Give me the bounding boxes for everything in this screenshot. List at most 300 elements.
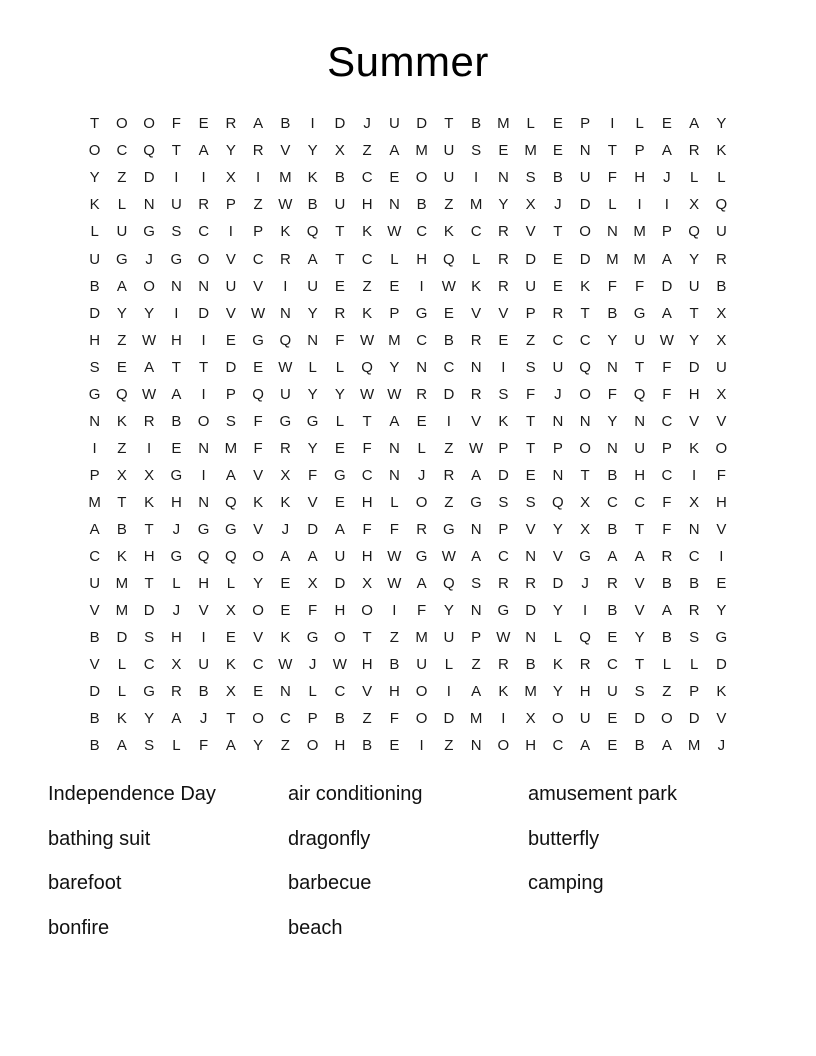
grid-cell: I xyxy=(201,169,206,187)
grid-cell: Z xyxy=(444,493,454,511)
grid-cell: A xyxy=(334,521,345,538)
grid-cell: P xyxy=(471,629,482,647)
grid-cell: D xyxy=(143,169,155,187)
grid-cell: T xyxy=(526,439,536,457)
grid-cell: V xyxy=(225,304,236,322)
grid-cell: I xyxy=(446,412,451,430)
grid-cell: F xyxy=(635,277,645,295)
grid-cell: A xyxy=(607,548,618,566)
grid-cell: C xyxy=(552,737,564,755)
grid-cell: U xyxy=(89,250,101,268)
grid-cell: J xyxy=(281,521,290,538)
grid-cell: U xyxy=(634,331,646,349)
grid-cell: H xyxy=(361,656,373,674)
grid-cell: Y xyxy=(253,575,264,593)
grid-cell: O xyxy=(197,412,210,430)
grid-cell: S xyxy=(471,575,482,593)
grid-cell: S xyxy=(89,358,100,376)
grid-cell: E xyxy=(334,493,345,511)
grid-cell: T xyxy=(444,115,454,133)
grid-cell: E xyxy=(552,115,563,133)
grid-cell: O xyxy=(497,737,510,755)
grid-cell: S xyxy=(171,223,182,241)
grid-cell: Y xyxy=(689,250,700,268)
grid-cell: I xyxy=(201,331,206,349)
grid-cell: M xyxy=(497,115,510,133)
grid-cell: S xyxy=(525,169,536,187)
grid-cell: E xyxy=(280,602,291,620)
grid-cell: P xyxy=(661,223,672,241)
grid-cell: N xyxy=(143,196,155,214)
grid-cell: X xyxy=(225,169,236,187)
grid-cell: D xyxy=(89,683,101,701)
grid-cell: A xyxy=(116,737,127,755)
grid-cell: L xyxy=(308,358,317,376)
grid-cell: Q xyxy=(306,223,319,241)
grid-cell: O xyxy=(415,683,428,701)
grid-cell: J xyxy=(663,169,671,187)
grid-cell: F xyxy=(607,169,617,187)
grid-cell: C xyxy=(497,548,509,566)
grid-cell: D xyxy=(688,710,700,728)
grid-cell: V xyxy=(198,602,209,620)
grid-cell: R xyxy=(497,656,509,674)
grid-cell: U xyxy=(334,196,346,214)
grid-cell: V xyxy=(634,602,645,620)
grid-cell: L xyxy=(689,656,699,674)
grid-row xyxy=(81,651,735,678)
grid-cell: Y xyxy=(307,439,318,457)
grid-cell: L xyxy=(662,656,672,674)
grid-cell: C xyxy=(661,412,673,430)
grid-cell: V xyxy=(525,223,536,241)
grid-cell: U xyxy=(198,656,210,674)
grid-cell: U xyxy=(116,223,128,241)
grid-cell: I xyxy=(201,466,206,484)
grid-cell: N xyxy=(688,521,700,538)
grid-cell: I xyxy=(228,223,233,241)
grid-cell: A xyxy=(580,737,591,755)
grid-cell: J xyxy=(554,196,562,214)
grid-cell: Z xyxy=(526,331,536,349)
grid-cell: K xyxy=(116,548,127,566)
grid-cell: I xyxy=(392,602,397,620)
grid-cell: Q xyxy=(225,548,237,566)
grid-cell: F xyxy=(199,737,209,755)
grid-cell: T xyxy=(580,304,590,322)
grid-cell: B xyxy=(661,629,672,647)
grid-cell: K xyxy=(89,196,100,214)
grid-cell: G xyxy=(579,548,591,566)
grid-cell: S xyxy=(525,493,536,511)
grid-cell: T xyxy=(689,304,699,322)
grid-cell: S xyxy=(634,683,645,701)
grid-cell: T xyxy=(607,142,617,160)
grid-cell: W xyxy=(441,277,456,295)
grid-cell: A xyxy=(389,142,400,160)
grid-cell: Y xyxy=(498,196,509,214)
grid-cell: B xyxy=(607,466,618,484)
grid-cell: R xyxy=(688,142,700,160)
grid-cell: W xyxy=(496,629,511,647)
grid-cell: A xyxy=(307,548,318,566)
grid-cell: R xyxy=(279,250,291,268)
grid-cell: R xyxy=(688,602,700,620)
grid-cell: R xyxy=(497,575,509,593)
grid-cell: D xyxy=(525,602,537,620)
grid-cell: K xyxy=(498,412,509,430)
grid-cell: F xyxy=(662,493,672,511)
grid-cell: X xyxy=(525,196,536,214)
grid-cell: K xyxy=(362,304,373,322)
grid-cell: G xyxy=(715,629,728,647)
grid-cell: M xyxy=(224,439,238,457)
grid-cell: D xyxy=(307,521,319,538)
grid-cell: F xyxy=(662,385,672,403)
grid-cell: B xyxy=(198,683,209,701)
grid-cell: Z xyxy=(444,196,454,214)
grid-cell: X xyxy=(580,493,591,511)
grid-cell: O xyxy=(361,602,373,620)
grid-cell: Z xyxy=(471,656,481,674)
grid-cell: Y xyxy=(689,331,700,349)
grid-cell: U xyxy=(688,277,700,295)
grid-cell: L xyxy=(226,575,236,593)
grid-cell: C xyxy=(416,223,428,241)
grid-cell: I xyxy=(92,439,97,457)
grid-cell: F xyxy=(362,439,372,457)
grid-cell: D xyxy=(552,575,564,593)
grid-cell: C xyxy=(361,169,373,187)
grid-cell: B xyxy=(661,575,672,593)
grid-cell: Y xyxy=(552,602,563,620)
grid-cell: U xyxy=(634,439,646,457)
grid-cell: U xyxy=(579,169,591,187)
grid-cell: R xyxy=(715,250,727,268)
grid-cell: V xyxy=(689,412,700,430)
grid-row xyxy=(81,191,735,218)
grid-cell: I xyxy=(419,277,424,295)
grid-cell: C xyxy=(143,656,155,674)
word-list-item: Independence Day xyxy=(48,783,216,805)
grid-cell: O xyxy=(552,710,564,728)
grid-cell: I xyxy=(446,683,451,701)
grid-cell: Z xyxy=(362,142,372,160)
grid-cell: K xyxy=(580,277,591,295)
grid-cell: Y xyxy=(607,412,618,430)
grid-cell: L xyxy=(117,683,127,701)
grid-cell: N xyxy=(579,142,591,160)
grid-cell: D xyxy=(143,602,155,620)
grid-cell: B xyxy=(362,737,373,755)
grid-cell: L xyxy=(390,493,399,511)
grid-row xyxy=(81,705,735,732)
grid-cell: R xyxy=(279,439,291,457)
grid-cell: M xyxy=(388,331,401,349)
grid-cell: E xyxy=(607,710,618,728)
grid-cell: F xyxy=(253,439,263,457)
grid-cell: K xyxy=(362,223,373,241)
grid-cell: L xyxy=(608,196,617,214)
grid-cell: K xyxy=(716,142,727,160)
grid-row xyxy=(81,678,735,705)
grid-cell: T xyxy=(635,656,645,674)
grid-cell: N xyxy=(606,358,618,376)
grid-cell: D xyxy=(497,466,509,484)
grid-cell: E xyxy=(225,331,236,349)
grid-cell: R xyxy=(606,575,618,593)
grid-cell: O xyxy=(88,142,101,160)
grid-cell: H xyxy=(416,250,428,268)
grid-cell: T xyxy=(526,412,536,430)
grid-cell: E xyxy=(225,629,236,647)
word-list-column xyxy=(528,781,768,959)
grid-row xyxy=(81,137,735,164)
grid-cell: T xyxy=(362,629,372,647)
word-list-item: barbecue xyxy=(288,872,372,894)
grid-cell: O xyxy=(252,602,264,620)
grid-cell: J xyxy=(199,710,208,728)
word-list-item: air conditioning xyxy=(288,783,423,805)
grid-cell: E xyxy=(498,331,509,349)
grid-cell: T xyxy=(635,358,645,376)
grid-cell: B xyxy=(389,656,400,674)
grid-cell: B xyxy=(334,169,345,187)
grid-cell: H xyxy=(89,331,101,349)
grid-cell: N xyxy=(470,602,482,620)
grid-cell: G xyxy=(225,521,237,538)
grid-cell: T xyxy=(144,575,154,593)
grid-cell: W xyxy=(387,575,402,593)
grid-cell: D xyxy=(443,385,455,403)
grid-cell: U xyxy=(443,169,455,187)
grid-cell: B xyxy=(716,277,727,295)
grid-cell: Y xyxy=(716,115,727,133)
grid-cell: E xyxy=(389,277,400,295)
grid-cell: C xyxy=(606,656,618,674)
grid-cell: Q xyxy=(552,493,564,511)
grid-cell: R xyxy=(170,683,182,701)
grid-cell: B xyxy=(607,521,618,538)
grid-cell: O xyxy=(579,223,591,241)
grid-cell: G xyxy=(170,250,183,268)
grid-cell: A xyxy=(471,466,482,484)
grid-cell: B xyxy=(416,196,427,214)
grid-cell: U xyxy=(443,629,455,647)
word-list xyxy=(48,781,768,959)
grid-cell: Q xyxy=(443,575,455,593)
grid-cell: E xyxy=(607,737,618,755)
grid-cell: S xyxy=(689,629,700,647)
grid-cell: Y xyxy=(334,385,345,403)
grid-cell: N xyxy=(198,493,210,511)
grid-cell: F xyxy=(607,385,617,403)
grid-cell: E xyxy=(443,304,454,322)
grid-cell: I xyxy=(501,358,506,376)
grid-cell: Q xyxy=(279,331,292,349)
grid-cell: R xyxy=(252,142,264,160)
grid-cell: Q xyxy=(688,223,700,241)
grid-cell: W xyxy=(142,331,157,349)
grid-cell: A xyxy=(116,277,127,295)
grid-cell: M xyxy=(687,737,701,755)
grid-cell: A xyxy=(661,602,672,620)
grid-cell: K xyxy=(716,683,727,701)
grid-cell: H xyxy=(388,683,400,701)
grid-cell: A xyxy=(225,737,236,755)
grid-cell: I xyxy=(637,196,642,214)
grid-cell: M xyxy=(88,493,101,511)
word-list-column xyxy=(288,781,528,959)
grid-cell: U xyxy=(606,683,618,701)
word-list-column xyxy=(48,781,288,959)
grid-cell: O xyxy=(143,115,155,133)
word-list-item: camping xyxy=(528,872,604,894)
grid-cell: J xyxy=(308,656,317,674)
grid-cell: B xyxy=(607,602,618,620)
grid-cell: E xyxy=(552,277,563,295)
grid-cell: E xyxy=(661,115,672,133)
grid-cell: W xyxy=(278,656,293,674)
grid-cell: K xyxy=(307,169,318,187)
grid-cell: O xyxy=(306,737,319,755)
grid-cell: H xyxy=(579,683,591,701)
grid-cell: C xyxy=(661,466,673,484)
word-list-item: butterfly xyxy=(528,827,600,850)
grid-cell: G xyxy=(279,412,292,430)
grid-cell: B xyxy=(607,304,618,322)
letter-grid xyxy=(81,110,735,759)
grid-cell: R xyxy=(416,385,428,403)
grid-cell: X xyxy=(689,493,700,511)
grid-cell: C xyxy=(579,331,591,349)
grid-cell: W xyxy=(659,331,674,349)
grid-row xyxy=(81,570,735,597)
grid-cell: M xyxy=(115,602,129,620)
grid-cell: C xyxy=(634,493,646,511)
grid-cell: X xyxy=(689,196,700,214)
grid-cell: M xyxy=(524,683,537,701)
grid-cell: N xyxy=(497,169,509,187)
grid-cell: A xyxy=(198,142,209,160)
grid-cell: P xyxy=(525,304,536,322)
grid-cell: S xyxy=(144,737,155,755)
grid-cell: P xyxy=(498,521,509,538)
grid-cell: B xyxy=(552,169,563,187)
grid-cell: V xyxy=(471,304,482,322)
grid-cell: C xyxy=(334,683,346,701)
grid-cell: W xyxy=(387,548,402,566)
grid-cell: Z xyxy=(253,196,263,214)
grid-cell: G xyxy=(633,304,646,322)
grid-cell: K xyxy=(116,710,127,728)
grid-cell: E xyxy=(607,629,618,647)
grid-cell: X xyxy=(171,656,182,674)
grid-cell: W xyxy=(387,385,402,403)
grid-cell: I xyxy=(419,737,424,755)
grid-cell: E xyxy=(552,250,563,268)
grid-cell: T xyxy=(144,521,154,538)
grid-cell: U xyxy=(334,548,346,566)
grid-row xyxy=(81,597,735,624)
grid-cell: G xyxy=(306,412,319,430)
grid-cell: Y xyxy=(607,331,618,349)
grid-cell: G xyxy=(306,629,319,647)
grid-cell: D xyxy=(688,358,700,376)
grid-cell: N xyxy=(170,277,182,295)
grid-cell: I xyxy=(583,602,588,620)
word-list-item: bonfire xyxy=(48,916,110,939)
grid-cell: B xyxy=(307,196,318,214)
grid-cell: F xyxy=(607,277,617,295)
grid-cell: Q xyxy=(225,493,237,511)
grid-cell: M xyxy=(115,575,129,593)
grid-cell: Q xyxy=(579,629,591,647)
grid-cell: I xyxy=(174,169,179,187)
grid-cell: N xyxy=(307,331,319,349)
grid-cell: P xyxy=(253,223,264,241)
grid-cell: N xyxy=(470,521,482,538)
grid-cell: Y xyxy=(552,683,563,701)
grid-cell: I xyxy=(692,466,697,484)
grid-cell: D xyxy=(416,115,428,133)
grid-cell: N xyxy=(470,358,482,376)
grid-cell: W xyxy=(278,358,293,376)
grid-cell: X xyxy=(580,521,591,538)
grid-cell: H xyxy=(715,493,727,511)
grid-cell: H xyxy=(525,737,537,755)
grid-cell: Q xyxy=(443,250,455,268)
grid-cell: C xyxy=(252,250,264,268)
grid-cell: H xyxy=(143,548,155,566)
grid-cell: N xyxy=(552,412,564,430)
grid-cell: P xyxy=(552,439,563,457)
grid-cell: N xyxy=(388,439,400,457)
grid-cell: M xyxy=(279,169,292,187)
grid-cell: K xyxy=(498,683,509,701)
puzzle-title: Summer xyxy=(327,38,489,85)
grid-cell: W xyxy=(441,548,456,566)
grid-cell: P xyxy=(580,115,591,133)
grid-cell: E xyxy=(525,466,536,484)
grid-cell: H xyxy=(361,548,373,566)
grid-cell: N xyxy=(198,277,210,295)
grid-cell: H xyxy=(170,629,182,647)
grid-cell: B xyxy=(280,115,291,133)
grid-cell: G xyxy=(170,548,183,566)
grid-cell: C xyxy=(552,331,564,349)
grid-cell: F xyxy=(253,412,263,430)
grid-cell: B xyxy=(471,115,482,133)
grid-cell: V xyxy=(253,521,264,538)
grid-cell: V xyxy=(634,575,645,593)
grid-cell: D xyxy=(525,250,537,268)
grid-cell: B xyxy=(89,737,100,755)
grid-cell: Q xyxy=(252,385,264,403)
grid-cell: Q xyxy=(197,548,210,566)
grid-row xyxy=(81,543,735,570)
grid-cell: N xyxy=(525,629,537,647)
grid-cell: L xyxy=(417,439,426,457)
grid-cell: E xyxy=(716,575,727,593)
grid-cell: M xyxy=(469,710,483,728)
grid-cell: M xyxy=(633,223,646,241)
grid-cell: I xyxy=(610,115,615,133)
grid-cell: O xyxy=(715,439,728,457)
grid-cell: V xyxy=(525,521,536,538)
grid-cell: U xyxy=(715,358,727,376)
grid-cell: V xyxy=(253,629,264,647)
